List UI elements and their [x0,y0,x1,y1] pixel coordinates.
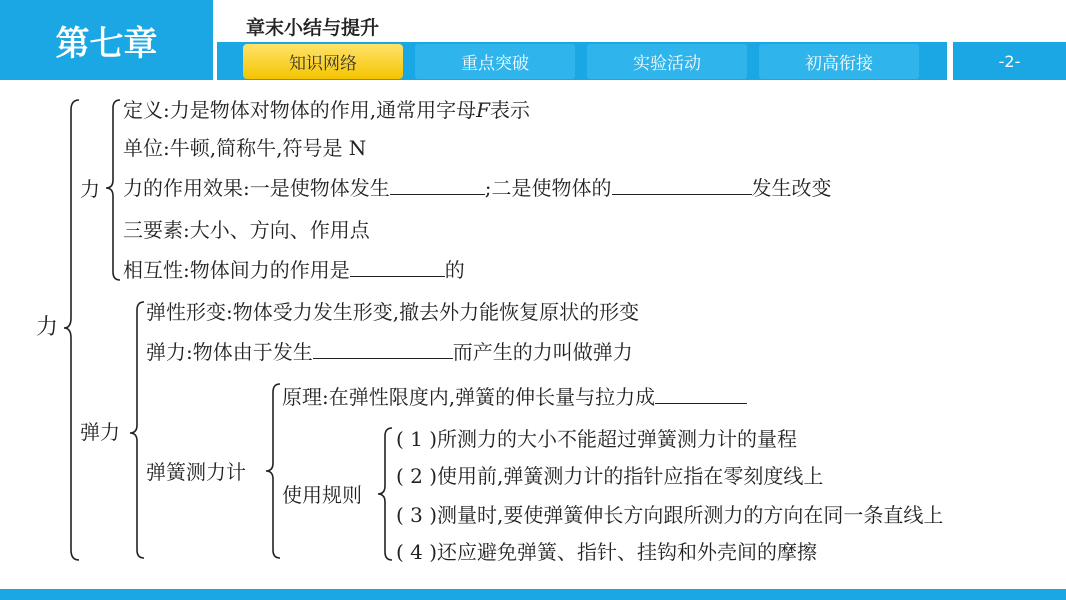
rule-item: ( 1 )所测力的大小不能超过弹簧测力计的量程 [396,427,798,451]
force-effect: 力的作用效果:一是使物体发生 ;二是使物体的 发生改变 [123,176,832,200]
elastic-brace [130,302,144,558]
tab-key-points[interactable]: 重点突破 [415,44,575,79]
elastic-definition: 弹力:物体由于发生 而产生的力叫做弹力 [146,340,633,364]
force-node: 力 [80,177,100,201]
meter-principle: 原理:在弹性限度内,弹簧的伸长量与拉力成 [282,383,747,409]
tab-knowledge-network[interactable]: 知识网络 [243,44,403,79]
blank-effect-2 [612,174,752,195]
rule-item: ( 2 )使用前,弹簧测力计的指针应指在零刻度线上 [396,464,824,488]
section-title: 章末小结与提升 [246,17,380,39]
rules-node: 使用规则 [282,483,362,507]
elastic-deformation: 弹性形变:物体受力发生形变,撤去外力能恢复原状的形变 [146,300,640,324]
tab-bridging[interactable]: 初高衔接 [759,44,919,79]
blank-mutual [350,256,445,277]
root-brace [64,100,79,560]
page-number: -2- [953,42,1066,80]
rule-item: ( 3 )测量时,要使弹簧伸长方向跟所测力的方向在同一条直线上 [396,503,944,527]
root-node: 力 [36,315,59,340]
tab-experiments[interactable]: 实验活动 [587,44,747,79]
blank-principle [655,383,747,404]
bottom-bar [0,589,1066,600]
force-brace [106,100,120,280]
force-definition: 定义:力是物体对物体的作用,通常用字母F表示 [123,98,530,122]
force-symbol: F [476,98,490,122]
blank-effect-1 [390,174,485,195]
rules-brace [378,428,392,560]
elastic-node: 弹力 [80,420,120,444]
blank-elastic [313,338,453,359]
rule-item: ( 4 )还应避免弹簧、指针、挂钩和外壳间的摩擦 [396,540,818,564]
meter-brace [266,384,280,558]
force-mutual: 相互性:物体间力的作用是 的 [123,258,465,282]
force-elements: 三要素:大小、方向、作用点 [123,218,370,242]
meter-node: 弹簧测力计 [146,460,246,484]
force-unit: 单位:牛顿,简称牛,符号是 N [123,136,367,160]
chapter-title: 第七章 [0,0,213,80]
